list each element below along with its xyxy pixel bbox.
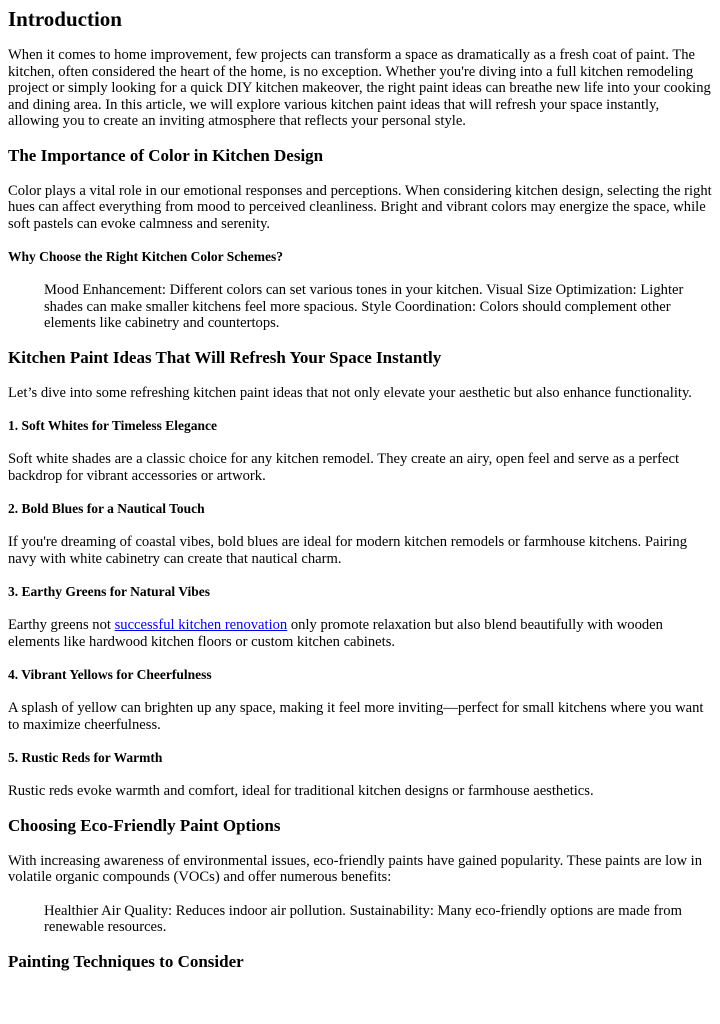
paragraph-bold-blues: If you're dreaming of coastal vibes, bold blues are ideal for modern kitchen remodels or farmhouse kitchens. Pairing navy with white cabinetry can create that nautical charm. <box>8 534 688 567</box>
heading-earthy-greens: 3. Earthy Greens for Natural Vibes <box>8 584 210 599</box>
heading-bold-blues: 2. Bold Blues for a Nautical Touch <box>8 501 205 516</box>
heading-paint-ideas: Kitchen Paint Ideas That Will Refresh Your Space Instantly <box>8 347 442 367</box>
paragraph-introduction: When it comes to home improvement, few projects can transform a space as dramatically as a fresh coat of paint. The kitchen, often considered the heart of the home, is no exception. Whether you're diving into a full kitchen remodeling project or simply looking for a quick DIY kitchen makeover, the right paint ideas can breathe new life into your cooking and dining area. In this article, we will explore various kitchen paint ideas that will refresh your space instantly, allowing you to create an inviting atmosphere that reflects your personal style. <box>8 47 711 129</box>
heading-why-choose-color-schemes: Why Choose the Right Kitchen Color Schemes? <box>8 249 283 264</box>
paragraph-earthy-greens <box>8 617 712 650</box>
paragraph-earthy-greens-text-start: Earthy greens not <box>8 617 115 633</box>
heading-soft-whites: 1. Soft Whites for Timeless Elegance <box>8 418 217 433</box>
paragraph-eco-friendly-paint: With increasing awareness of environmental issues, eco-friendly paints have gained popularity. These paints are low in volatile organic compounds (VOCs) and offer numerous benefits: <box>8 852 703 885</box>
paragraph-rustic-reds: Rustic reds evoke warmth and comfort, ideal for traditional kitchen designs or farmhouse aesthetics. <box>8 783 594 799</box>
heading-vibrant-yellows: 4. Vibrant Yellows for Cheerfulness <box>8 667 212 682</box>
paragraph-paint-ideas: Let’s dive into some refreshing kitchen paint ideas that not only elevate your aesthetic but also enhance functionality. <box>8 384 692 401</box>
heading-importance-of-color: The Importance of Color in Kitchen Design <box>8 145 324 165</box>
blockquote-eco-benefits: Healthier Air Quality: Reduces indoor air pollution. Sustainability: Many eco-friendly options are made from renewable resources. <box>44 902 682 935</box>
heading-introduction: Introduction <box>8 7 122 31</box>
heading-painting-techniques: Painting Techniques to Consider <box>8 951 244 971</box>
heading-rustic-reds: 5. Rustic Reds for Warmth <box>8 750 163 765</box>
heading-eco-friendly-paint: Choosing Eco-Friendly Paint Options <box>8 815 281 835</box>
blockquote-color-benefits: Mood Enhancement: Different colors can set various tones in your kitchen. Visual Size Optimization: Lighter shades can make smaller kitchens feel more spacious. Style Coordination: Colors should complement other elements like cabinetry and countertops. <box>44 282 684 331</box>
article <box>0 7 720 972</box>
link-successful-kitchen-renovation[interactable]: successful kitchen renovation <box>114 617 288 633</box>
paragraph-importance-of-color: Color plays a vital role in our emotional responses and perceptions. When considering kitchen design, selecting the right hues can affect everything from mood to perceived cleanliness. Bright and vibrant colors may energize the space, while soft pastels can evoke calmness and serenity. <box>8 182 712 232</box>
paragraph-soft-whites: Soft white shades are a classic choice for any kitchen remodel. They create an airy, open feel and serve as a perfect backdrop for vibrant accessories or artwork. <box>8 451 679 484</box>
paragraph-vibrant-yellows: A splash of yellow can brighten up any space, making it feel more inviting—perfect for small kitchens where you want to maximize cheerfulness. <box>8 700 704 733</box>
paragraph-earthy-greens-text-end: only promote relaxation but also blend beautifully with wooden elements like hardwood kitchen floors or custom kitchen cabinets. <box>8 617 663 650</box>
